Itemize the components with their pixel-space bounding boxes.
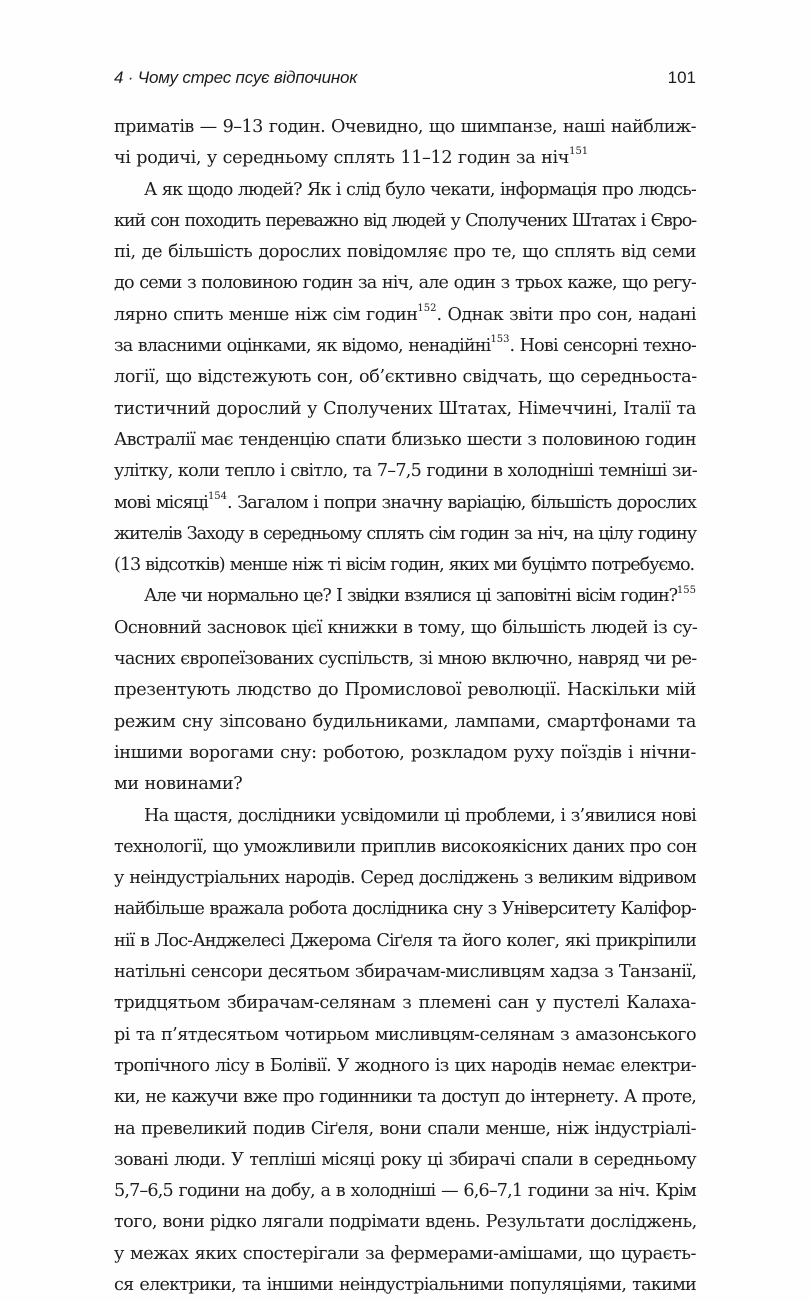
footnote-reference: 152	[417, 302, 437, 314]
text-line	[114, 237, 696, 268]
text-line	[114, 738, 696, 769]
line-text: кий сон походить переважно від людей у Сполучених Штатах і Євро-	[114, 210, 696, 231]
line-text: на превеликий подив Сіґеля, вони спали менше, ніж індустріалі-	[114, 1118, 696, 1139]
text-line	[114, 268, 696, 299]
line-text: зовані люди. У тепліші місяці року ці збирачі спали в середньому	[114, 1149, 696, 1170]
text-line	[114, 988, 696, 1019]
footnote-reference: 151	[569, 146, 589, 158]
text-line	[114, 613, 696, 644]
line-text: презентують людство до Промислової революції. Наскільки мій	[114, 680, 696, 701]
line-text: Австралії має тенденцію спати близько шести з половиною годин	[114, 429, 696, 450]
text-line	[114, 425, 696, 456]
text-line	[114, 1082, 696, 1113]
text-line	[114, 1270, 696, 1301]
text-line	[114, 1176, 696, 1207]
line-text: того, вони рідко лягали подрімати вдень. Результати досліджень,	[114, 1212, 697, 1233]
text-line	[114, 519, 696, 550]
text-line	[114, 769, 696, 800]
text-line	[114, 707, 696, 738]
line-text: натільні сенсори десятьом збирачам-мисливцям хадза з Танзанії,	[114, 962, 697, 983]
text-line	[114, 1051, 696, 1082]
text-line	[114, 581, 696, 612]
text-line	[114, 1020, 696, 1051]
line-text: у межах яких спостерігали за фермерами-амішами, що цураєть-	[114, 1243, 696, 1264]
line-text: ки, не кажучи вже про годинники та доступ до інтернету. А проте,	[114, 1087, 696, 1108]
text-line	[114, 1239, 696, 1270]
line-text: тистичний дорослий у Сполучених Штатах, Німеччині, Італії та	[114, 398, 696, 419]
running-head	[114, 64, 696, 92]
line-text: рі та п’ятдесятьом чотирьом мисливцям-селянам з амазонського	[114, 1024, 696, 1045]
line-text: у неіндустріальних народів. Серед досліджень з великим відривом	[114, 868, 696, 889]
text-line	[114, 801, 696, 832]
line-text: Але чи нормально це? І звідки взялися ці заповітні вісім годин?	[144, 586, 677, 607]
line-text: до семи з половиною годин за ніч, але один з трьох каже, що регу-	[114, 273, 696, 294]
text-line	[114, 675, 696, 706]
line-text-continued: . Нові сенсорні техно-	[509, 336, 696, 357]
text-line	[114, 957, 696, 988]
line-text: Основний засновок цієї книжки в тому, що більшість людей із су-	[114, 617, 698, 638]
line-text: улітку, коли тепло і світло, та 7–7,5 години в холодніші темніші зи-	[114, 461, 697, 482]
line-text: мові місяці	[114, 492, 208, 513]
line-text: тридцятьом збирачам-селянам з племені сан у пустелі Калаха-	[114, 993, 696, 1014]
line-text: технології, що уможливили приплив високоякісних даних про сон	[114, 836, 697, 857]
chapter-title: 4 · Чому стрес псує відпочинок	[114, 68, 358, 87]
text-line	[114, 362, 696, 393]
text-line	[114, 926, 696, 957]
line-text: приматів — 9–13 годин. Очевидно, що шимпанзе, наші найближ-	[114, 117, 696, 137]
text-line	[114, 394, 696, 425]
text-line	[114, 863, 696, 894]
line-text: логії, що відстежують сон, об’єктивно свідчать, що середньоста-	[114, 367, 697, 388]
text-line	[114, 1145, 696, 1176]
body-text	[114, 112, 696, 1301]
line-text: режим сну зіпсовано будильниками, лампами, смартфонами та	[114, 711, 696, 732]
line-text: іншими ворогами сну: роботою, розкладом руху поїздів і нічни-	[114, 742, 696, 763]
line-text: пі, де більшість дорослих повідомляє про те, що сплять від семи	[114, 242, 696, 263]
text-line	[114, 1114, 696, 1145]
text-line	[114, 488, 696, 519]
line-text-continued: . Загалом і попри значну варіацію, більшість дорослих	[227, 492, 696, 513]
text-line	[114, 832, 696, 863]
line-text: за власними оцінками, як відомо, ненадійні	[114, 336, 491, 357]
line-text: ся електрики, та іншими неіндустріальними популяціями, такими	[114, 1274, 696, 1295]
footnote-reference: 155	[676, 584, 696, 596]
text-line	[114, 143, 696, 174]
line-text: тропічного лісу в Болівії. У жодного із цих народів немає електри-	[114, 1055, 696, 1076]
text-line	[114, 331, 696, 362]
line-text: (13 відсотків) менше ніж ті вісім годин, яких ми буцімто потребуємо.	[114, 555, 695, 576]
text-line	[114, 175, 696, 206]
text-line	[114, 1207, 696, 1238]
line-text: чі родичі, у середньому сплять 11–12 годин за ніч	[114, 148, 570, 169]
text-line	[114, 644, 696, 675]
text-line	[114, 300, 696, 331]
page-number: 101	[667, 68, 696, 87]
line-text: жителів Заходу в середньому сплять сім годин за ніч, на цілу годину	[114, 523, 696, 544]
text-line	[114, 206, 696, 237]
line-text: лярно спить менше ніж сім годин	[114, 304, 418, 325]
line-text: найбільше вражала робота дослідника сну з Університету Каліфор-	[114, 899, 696, 920]
line-text: 5,7–6,5 години на добу, а в холодніші — 6,6–7,1 години за ніч. Крім	[114, 1181, 696, 1202]
footnote-reference: 154	[207, 490, 228, 502]
line-text: часних європеїзованих суспільств, зі мною включно, навряд чи ре-	[114, 649, 697, 670]
line-text: ми новинами?	[114, 774, 243, 795]
footnote-reference: 153	[490, 334, 510, 346]
line-text: На щастя, дослідники усвідомили ці проблеми, і з’явилися нові	[144, 805, 696, 826]
line-text: нії в Лос-Анджелесі Джерома Сіґеля та його колег, які прикріпили	[114, 930, 696, 951]
text-line	[114, 112, 696, 143]
line-text-continued: . Однак звіти про сон, надані	[436, 304, 696, 325]
line-text: А як щодо людей? Як і слід було чекати, інформація про людсь-	[144, 179, 696, 200]
text-line	[114, 456, 696, 487]
text-line	[114, 894, 696, 925]
text-line	[114, 550, 696, 581]
